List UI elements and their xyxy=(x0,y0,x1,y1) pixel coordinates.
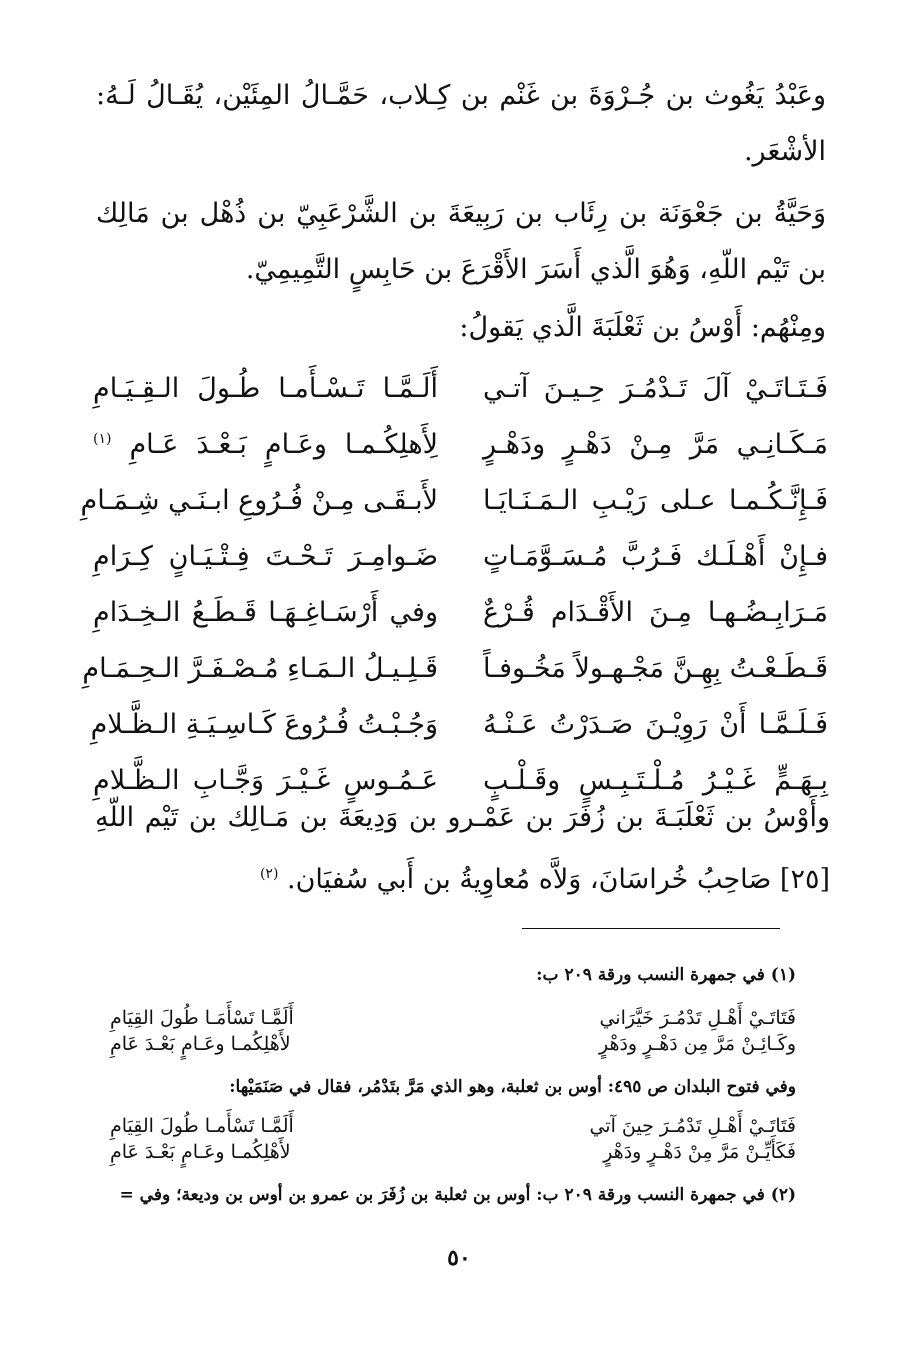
footnote-hemistich: أَلَمَّـا تَسْأَمَـا طُولَ القِيَامِ xyxy=(110,1007,294,1029)
poem-verse xyxy=(93,584,828,640)
footnote-verse xyxy=(110,1031,796,1057)
poem-verse xyxy=(93,360,828,416)
paragraph-abd-yaghuth: وعَبْدُ يَغُوث بن جُـرْوَةَ بن غَنْم بن كِـلاب، حَمَّـالُ المِئَيْن، يُقَـالُ لَـهُ: الأشْعَر. xyxy=(96,80,826,167)
verse-first-hemistich: مَـرَابِـضُـهـا مِـنَ الأَقْـدَام قُـرْعٌ xyxy=(483,596,828,628)
footnote-hemistich: أَلَمَّـا تَسْأَمـا طُولَ القِيَامِ xyxy=(110,1115,294,1137)
footnote-hemistich: فَتَاتَـيْ أَهْـلِ تَدْمُـرَ حِينَ آتي xyxy=(589,1115,796,1137)
verse-second-hemistich: أَلَـمَّـا تَـسْـأَمـا طُـولَ الـقِـيَـامِ xyxy=(93,372,438,404)
footnote-separator xyxy=(522,928,780,929)
verse-first-hemistich: بِـهَـمٍّ غَـيْـرُ مُـلْـتَـبِـسٍ وقَـلْـبٍ xyxy=(483,764,828,796)
footnote-marker-2: (٢) xyxy=(259,866,279,882)
verse-second-hemistich: قَـلِـيـلُ الـمَـاءِ مُـصْـفَـرَّ الـحِـمَـامِ xyxy=(82,652,438,684)
poem-verse xyxy=(93,416,828,472)
paragraph-hayya: وَحَيَّةُ بن جَعْوَنَة بن رِئَاب بن رَبِيعَةَ بن الشَّرْعَبِيّ بن ذُهْل بن مَالِك بن تَيْم اللّهِ، وَهُوَ الَّذي أَسَرَ الأَقْرَعَ بن حَابِسٍ التَّمِيمِيّ. xyxy=(96,198,826,285)
paragraph-text: وأَوْسُ بن ثَعْلَبَـةَ بن زُفَرَ بن عَمْـرو بن وَدِيعَةَ بن مَـالِك بن تَيْم اللّهِ [٢٥] صَاحِبُ خُراسَانَ، وَلاَّه مُعاوِيةُ بن أَبي سُفيَان. xyxy=(95,802,830,895)
footnote-hemistich: فَتَاتَـيْ أَهْـلِ تَدْمُـرَ خَيَّرَاني xyxy=(599,1007,796,1029)
verse-second-hemistich: وفي أَرْسَـاغِـهَـا قَـطَـعُ الـخِـدَامِ xyxy=(93,596,438,628)
verse-second-hemistich: وَجُـبْـتُ فُـرُوعَ كَـاسِـيَـةِ الـظَّـلامِ xyxy=(90,708,438,740)
paragraph-aws-intro: ومِنْهُم: أَوْسُ بن ثَعْلَبَةَ الَّذي يَقولُ: xyxy=(459,312,826,343)
verse-second-hemistich: عَـمُـوسٍ غَـيْـرَ وَجَّـابِ الـظَّـلامِ xyxy=(93,764,438,796)
verse-second-hemistich: لأَبـقَـى مِـنْ فُـرُوعِ ابـنَـي شِـمَـامِ xyxy=(80,484,438,516)
poem-verse xyxy=(93,528,828,584)
footnote-verse-group-a xyxy=(110,1005,796,1057)
poem xyxy=(80,360,828,808)
footnote-verse xyxy=(110,1113,796,1139)
footnote-hemistich: وكَـائِـنْ مَرَّ مِن دَهْـرٍ ودَهْرٍ xyxy=(598,1033,796,1055)
footnote-hemistich: فَكَأَيِّـنْ مَرَّ مِنْ دَهْـرٍ ودَهْرٍ xyxy=(603,1141,796,1163)
verse-text: لِأَهلِكُـمـا وعَـامٍ بَـعْـدَ عَـامِ xyxy=(129,428,439,460)
footnote-marker-1: (١) xyxy=(93,430,112,447)
poem-verse xyxy=(80,472,828,528)
verse-first-hemistich: مَـكَـانِـي مَرَّ مِـنْ دَهْـرٍ ودَهْـرٍ xyxy=(483,428,828,460)
footnote-2: (٢) في جمهرة النسب ورقة ٢٠٩ ب: أوس بن ثعلبة بن زُفَرَ بن عمرو بن أوس بن وديعة؛ وفي = xyxy=(119,1185,796,1205)
verse-first-hemistich: فَـإِنَّـكُـمـا عـلى رَيْـبِ الـمَـنَـايَـا xyxy=(483,484,828,516)
page-number: ٥٠ xyxy=(447,1245,471,1271)
verse-first-hemistich: فَـتَـاتَـيْ آلَ تَـدْمُـرَ حِـيـنَ آتـي xyxy=(483,372,828,404)
footnote-1-source-note: وفي فتوح البلدان ص ٤٩٥: أوس بن ثعلبة، وهو الذي مَرَّ بتَدْمُر، فقال في صَنَمَيْها: xyxy=(229,1077,796,1097)
poem-verse xyxy=(90,696,828,752)
footnote-1-heading: (١) في جمهرة النسب ورقة ٢٠٩ ب: xyxy=(536,965,796,985)
verse-first-hemistich: فـإِنْ أَهْـلَـك فَـرُبَّ مُـسَـوَّمَـاتٍ xyxy=(483,540,828,572)
verse-first-hemistich: فَـلَـمَّـا أَنْ رَوِيْـنَ صَـدَرْتُ عَـنْـهُ xyxy=(483,708,828,740)
verse-second-hemistich xyxy=(93,429,438,460)
footnote-hemistich: لأَهْلِكُمـا وعَـامٍ بَعْـدَ عَامِ xyxy=(110,1033,291,1055)
verse-second-hemistich: ضَـوامِـرَ تَـحْـتَ فِـتْـيَـانٍ كِـرَامِ xyxy=(93,540,438,572)
footnote-verse xyxy=(110,1139,796,1165)
footnote-verse-group-b xyxy=(110,1113,796,1165)
poem-verse xyxy=(82,640,828,696)
verse-first-hemistich: قَـطَـعْـتُ بِهِـنَّ مَجْـهـولاً مَخُـوفـاً xyxy=(483,652,828,684)
footnote-hemistich: لأَهْلِكُمـا وعَـامٍ بَعْـدَ عَامِ xyxy=(110,1141,291,1163)
paragraph-aws-lineage xyxy=(95,790,830,908)
footnote-verse xyxy=(110,1005,796,1031)
